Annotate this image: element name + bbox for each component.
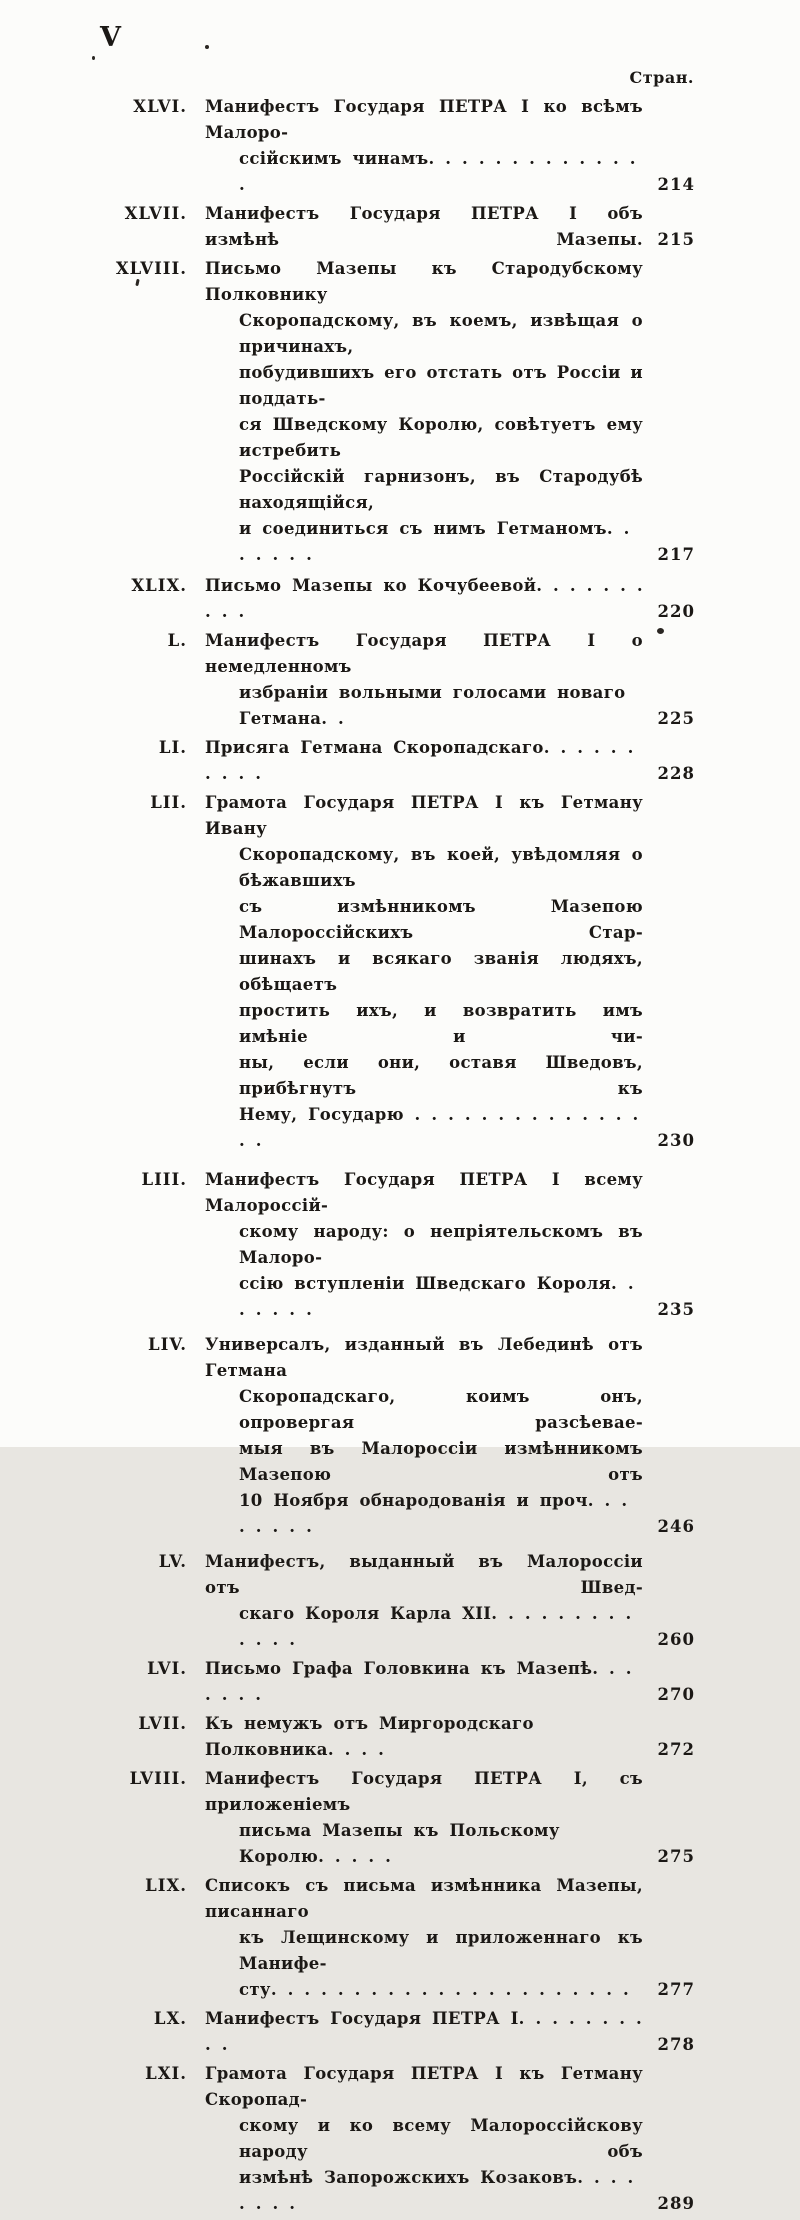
toc-entry: [95, 201, 695, 253]
entry-page-number: 260: [657, 1630, 695, 1649]
entry-title-line: Манифестъ, выданный въ Малороссіи отъ Швед-: [205, 1552, 643, 1597]
entry-numeral: LVIII.: [129, 1769, 187, 1788]
entry-title: [205, 1167, 643, 1323]
toc-entry: [95, 573, 695, 625]
pages-column-header: Стран.: [629, 68, 694, 87]
entry-numeral: XLVI.: [133, 97, 187, 116]
entry-page-number: 230: [657, 1131, 695, 1150]
entry-title: [205, 2061, 643, 2217]
entry-title-line: ны, если они, оставя Шведовъ, прибѣгнутъ къ: [239, 1053, 643, 1098]
entry-title-line: Скоропадскому, въ коемъ, извѣщая о причинахъ,: [239, 311, 643, 356]
entry-title-line: шинахъ и всякаго званія людяхъ, обѣщаетъ: [239, 949, 643, 994]
entry-title-line: Письмо Графа Головкина къ Мазепѣ. . . . . . .: [205, 1659, 632, 1704]
entry-title-line: скаго Короля Карла XII. . . . . . . . . . . . .: [239, 1604, 632, 1649]
entry-title-line: Манифестъ Государя ПЕТРА I, съ приложеніемъ: [205, 1769, 643, 1814]
entry-title-line: и соединиться съ нимъ Гетманомъ. . . . . . .: [239, 519, 630, 564]
entry-page-number: 225: [657, 709, 695, 728]
entry-title-line: Универсалъ, изданный въ Лебединѣ отъ Гетмана: [205, 1335, 643, 1380]
entry-title: [205, 201, 643, 253]
entry-title: [205, 1873, 643, 2003]
entry-title-line: съ измѣнникомъ Мазепою Малороссійскихъ Стар-: [239, 897, 643, 942]
entry-title-line: Письмо Мазепы ко Кочубеевой. . . . . . . . . .: [205, 576, 643, 621]
entry-title-line: Къ немужъ отъ Миргородскаго Полковника. . . .: [205, 1714, 534, 1759]
entry-title-line: Манифестъ Государя ПЕТРА I. . . . . . . . . .: [205, 2009, 643, 2054]
entry-title-line: Манифестъ Государя ПЕТРА I всему Малороссій-: [205, 1170, 643, 1215]
entry-title-line: ся Шведскому Королю, совѣтуетъ ему истребить: [239, 415, 643, 460]
entry-title-line: 10 Ноября обнародованія и проч. . . . . . . .: [239, 1491, 628, 1536]
entry-title: [205, 573, 643, 625]
entry-page-number: 277: [657, 1980, 695, 1999]
entry-page-number: 215: [657, 230, 695, 249]
toc-entry: [95, 790, 695, 1154]
toc-entry: [95, 735, 695, 787]
entry-title: [205, 1656, 643, 1708]
entry-title-line: измѣнѣ Запорожскихъ Козаковъ. . . . . . . .: [239, 2168, 634, 2213]
entry-title-line: скому народу: о непріятельскомъ въ Малоро-: [239, 1222, 643, 1267]
entry-title-line: къ Лещинскому и приложеннаго къ Манифе-: [239, 1928, 643, 1973]
entry-title-line: Скоропадскаго, коимъ онъ, опровергая разсѣевае-: [239, 1387, 643, 1432]
entry-page-number: 220: [657, 602, 695, 621]
entry-title-line: Манифестъ Государя ПЕТРА I объ измѣнѣ Мазепы.: [205, 204, 643, 249]
entry-title-line: ссійскимъ чинамъ. . . . . . . . . . . . . .: [239, 149, 636, 194]
toc-entry: [95, 1167, 695, 1323]
entry-title-line: ссію вступленіи Шведскаго Короля. . . . . . .: [239, 1274, 634, 1319]
table-of-contents: [95, 94, 695, 2220]
entry-numeral: LXI.: [145, 2064, 187, 2083]
entry-title: [205, 628, 643, 732]
entry-title: [205, 94, 643, 198]
toc-entry: [95, 628, 695, 732]
toc-entry: [95, 1711, 695, 1763]
entry-title-line: Манифестъ Государя ПЕТРА I о немедленномъ: [205, 631, 643, 676]
entry-numeral: LIX.: [145, 1876, 187, 1895]
entry-title-line: мыя въ Малороссіи измѣнникомъ Мазепою отъ: [239, 1439, 643, 1484]
entry-title: [205, 2006, 643, 2058]
toc-entry: [95, 94, 695, 198]
entry-title-line: Россійскій гарнизонъ, въ Стародубѣ находящійся,: [239, 467, 643, 512]
entry-title-line: избраніи вольными голосами новаго Гетмана. .: [239, 683, 626, 728]
entry-page-number: 272: [657, 1740, 695, 1759]
entry-numeral: L.: [167, 631, 187, 650]
entry-title-line: Манифестъ Государя ПЕТРА I ко всѣмъ Малоро-: [205, 97, 643, 142]
entry-title-line: Нему, Государю . . . . . . . . . . . . . . . .: [239, 1105, 639, 1150]
toc-entry: [95, 1549, 695, 1653]
entry-title-line: побудившихъ его отстать отъ Россіи и поддать-: [239, 363, 643, 408]
entry-title-line: Присяга Гетмана Скоропадскаго. . . . . . . . . .: [205, 738, 634, 783]
entry-numeral: LX.: [153, 2009, 187, 2028]
entry-numeral: LII.: [150, 793, 187, 812]
entry-title-line: простить ихъ, и возвратить имъ имѣніе и чи-: [239, 1001, 643, 1046]
entry-numeral: LIII.: [141, 1170, 187, 1189]
entry-page-number: 278: [657, 2035, 695, 2054]
entry-title-line: сту. . . . . . . . . . . . . . . . . . . . . .: [239, 1980, 630, 1999]
entry-title-line: Грамота Государя ПЕТРА I къ Гетману Скоропад-: [205, 2064, 643, 2109]
entry-title-line: Скоропадскому, въ коей, увѣдомляя о бѣжавшихъ: [239, 845, 643, 890]
entry-title: [205, 790, 643, 1154]
entry-numeral: XLIX.: [131, 576, 187, 595]
entry-numeral: LV.: [158, 1552, 187, 1571]
ink-blob-right-margin: [657, 628, 664, 634]
toc-entry: [95, 1332, 695, 1540]
entry-page-number: 270: [657, 1685, 695, 1704]
toc-entry: [95, 1873, 695, 2003]
toc-entry: [95, 1766, 695, 1870]
entry-title: [205, 1549, 643, 1653]
entry-numeral: LVI.: [147, 1659, 187, 1678]
entry-title: [205, 1766, 643, 1870]
entry-title-line: скому и ко всему Малороссійскову народу объ: [239, 2116, 643, 2161]
entry-numeral: XLVII.: [124, 204, 187, 223]
entry-title-line: Письмо Мазепы къ Стародубскому Полковнику: [205, 259, 643, 304]
entry-page-number: 217: [657, 545, 695, 564]
entry-title-line: письма Мазепы къ Польскому Королю. . . . .: [239, 1821, 560, 1866]
entry-numeral: LVII.: [138, 1714, 187, 1733]
toc-entry: [95, 1656, 695, 1708]
toc-entry: [95, 2006, 695, 2058]
entry-numeral: XLVIII.: [115, 259, 187, 278]
entry-numeral: LIV.: [148, 1335, 187, 1354]
entry-title: [205, 256, 643, 568]
entry-page-number: 275: [657, 1847, 695, 1866]
entry-page-number: 289: [657, 2194, 695, 2213]
entry-title-line: Грамота Государя ПЕТРА I къ Гетману Ивану: [205, 793, 643, 838]
entry-title: [205, 1332, 643, 1540]
entry-page-number: 214: [657, 175, 695, 194]
entry-numeral: LI.: [158, 738, 187, 757]
ink-speck-left-of-folio: [92, 56, 95, 60]
page-number-folio: V: [100, 22, 122, 53]
entry-title: [205, 735, 643, 787]
toc-entry: [95, 256, 695, 568]
entry-title-line: Списокъ съ письма измѣнника Мазепы, писаннаго: [205, 1876, 643, 1921]
entry-page-number: 228: [657, 764, 695, 783]
toc-entry: [95, 2061, 695, 2217]
entry-page-number: 235: [657, 1300, 695, 1319]
entry-page-number: 246: [657, 1517, 695, 1536]
ink-speck-after-folio: [205, 45, 209, 49]
entry-title: [205, 1711, 643, 1763]
